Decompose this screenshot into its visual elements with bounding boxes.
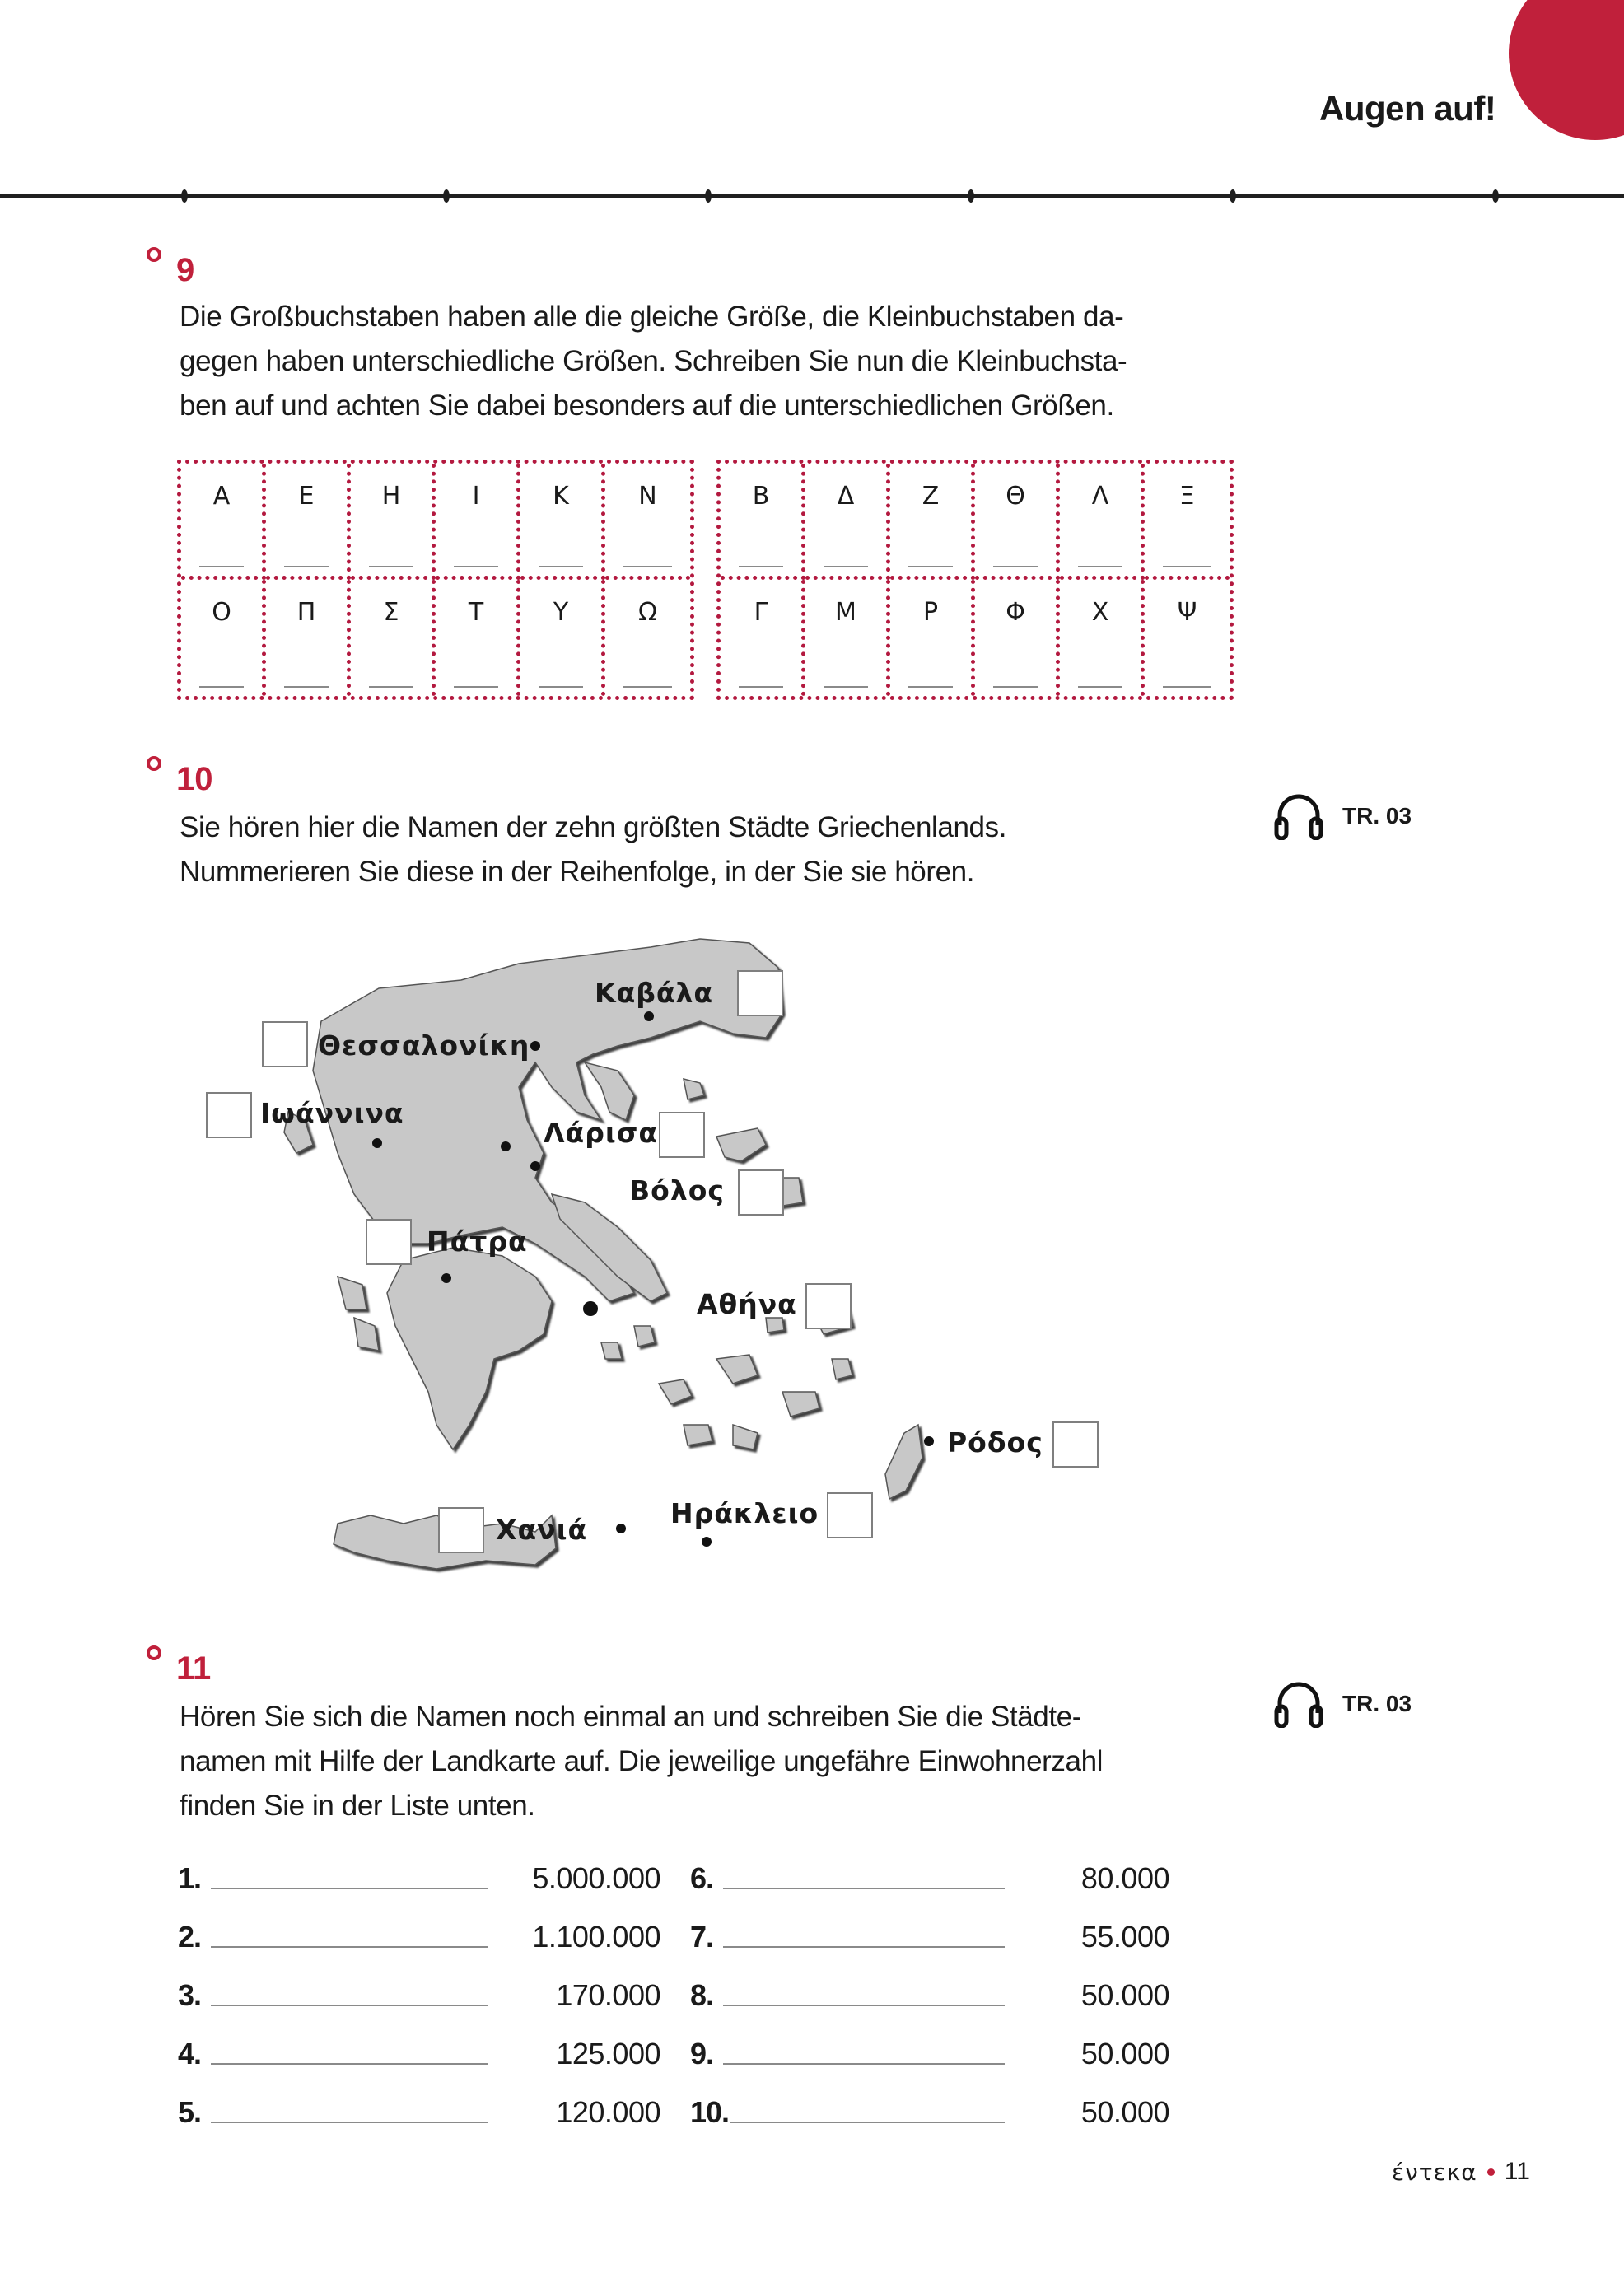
write-line[interactable] bbox=[539, 566, 583, 567]
letter-cell[interactable]: Υ bbox=[520, 580, 605, 696]
letter-cell[interactable]: Φ bbox=[975, 580, 1060, 696]
letter-cell[interactable]: Θ bbox=[975, 464, 1060, 580]
answer-row: 7. 55.000 bbox=[690, 1920, 1169, 1954]
write-line[interactable] bbox=[369, 566, 413, 567]
divider-dot bbox=[1492, 189, 1499, 203]
answer-row: 4. 125.000 bbox=[178, 2037, 660, 2070]
city-dot bbox=[372, 1138, 382, 1148]
divider-dot bbox=[443, 189, 450, 203]
city-number-box[interactable] bbox=[737, 970, 783, 1016]
letter-cell[interactable]: Μ bbox=[805, 580, 890, 696]
city-dot bbox=[702, 1537, 712, 1547]
city-label-larisa: Λάρισα bbox=[544, 1117, 659, 1149]
write-line[interactable] bbox=[993, 566, 1038, 567]
audio-track-badge[interactable] bbox=[1273, 792, 1412, 840]
answer-input-line[interactable] bbox=[723, 2063, 1005, 2065]
write-line[interactable] bbox=[369, 686, 413, 688]
write-line[interactable] bbox=[1163, 686, 1211, 688]
city-label-patra: Πάτρα bbox=[427, 1225, 528, 1258]
answer-row: 6. 80.000 bbox=[690, 1861, 1169, 1895]
letter-cell[interactable]: Ξ bbox=[1145, 464, 1230, 580]
page-number: 11 bbox=[1504, 2158, 1530, 2185]
divider-dot bbox=[1230, 189, 1236, 203]
letter-cell[interactable]: Χ bbox=[1060, 580, 1145, 696]
write-line[interactable] bbox=[623, 686, 672, 688]
answer-input-line[interactable] bbox=[723, 1888, 1005, 1889]
write-line[interactable] bbox=[623, 566, 672, 567]
write-line[interactable] bbox=[539, 686, 583, 688]
city-dot bbox=[501, 1141, 511, 1151]
city-number-box[interactable] bbox=[827, 1492, 873, 1538]
exercise-bullet-icon bbox=[147, 1645, 161, 1660]
write-line[interactable] bbox=[739, 566, 783, 567]
letter-cell[interactable]: Γ bbox=[721, 580, 805, 696]
write-line[interactable] bbox=[993, 686, 1038, 688]
answer-row: 3. 170.000 bbox=[178, 1978, 660, 2012]
city-dot bbox=[644, 1011, 654, 1021]
answer-input-line[interactable] bbox=[211, 1946, 488, 1948]
track-label: TR. 03 bbox=[1342, 803, 1412, 829]
city-label-thessaloniki: Θεσσαλονίκη bbox=[318, 1029, 530, 1062]
answer-row: 8. 50.000 bbox=[690, 1978, 1169, 2012]
letter-cell[interactable]: Π bbox=[266, 580, 351, 696]
write-line[interactable] bbox=[824, 686, 868, 688]
header-divider bbox=[0, 194, 1624, 198]
divider-dot bbox=[181, 189, 188, 203]
write-line[interactable] bbox=[908, 686, 953, 688]
city-number-box[interactable] bbox=[1052, 1421, 1099, 1468]
city-number-box[interactable] bbox=[659, 1112, 705, 1158]
write-line[interactable] bbox=[908, 566, 953, 567]
city-label-rodos: Ρόδος bbox=[947, 1426, 1043, 1459]
city-dot bbox=[616, 1524, 626, 1533]
track-label: TR. 03 bbox=[1342, 1691, 1412, 1716]
write-line[interactable] bbox=[284, 686, 329, 688]
divider-dot bbox=[968, 189, 974, 203]
city-label-volos: Βόλος bbox=[629, 1174, 725, 1207]
write-line[interactable] bbox=[824, 566, 868, 567]
exercise-bullet-icon bbox=[147, 756, 161, 771]
letter-cell[interactable]: Τ bbox=[436, 580, 520, 696]
exercise-11-instruction: Hören Sie sich die Namen noch einmal an und schreiben Sie die Städte- namen mit Hilfe der Landkarte auf. Die jeweilige ungefähre Einwohnerzahl finden Sie in der Liste unten. bbox=[180, 1701, 1104, 1822]
letter-cell[interactable]: Ψ bbox=[1145, 580, 1230, 696]
exercise-bullet-icon bbox=[147, 247, 161, 262]
city-label-kavala: Καβάλα bbox=[595, 977, 714, 1009]
exercise-number: 11 bbox=[176, 1650, 212, 1687]
letter-cell[interactable]: Η bbox=[351, 464, 436, 580]
answer-row: 1. 5.000.000 bbox=[178, 1861, 660, 1895]
city-number-box[interactable] bbox=[738, 1169, 784, 1216]
write-line[interactable] bbox=[454, 686, 498, 688]
letter-cell[interactable]: Ν bbox=[605, 464, 690, 580]
answer-row: 5. 120.000 bbox=[178, 2095, 660, 2129]
answer-input-line[interactable] bbox=[211, 1888, 488, 1889]
write-line[interactable] bbox=[284, 566, 329, 567]
headphones-icon bbox=[1273, 792, 1324, 840]
answer-input-line[interactable] bbox=[723, 2005, 1005, 2006]
answer-input-line[interactable] bbox=[730, 2122, 1005, 2123]
letter-grid-right bbox=[716, 460, 1234, 700]
city-label-chania: Χανιά bbox=[496, 1514, 588, 1546]
write-line[interactable] bbox=[1078, 566, 1122, 567]
audio-track-badge[interactable] bbox=[1273, 1680, 1412, 1728]
city-label-athina: Αθήνα bbox=[697, 1288, 797, 1320]
city-number-box[interactable] bbox=[366, 1219, 412, 1265]
letter-cell[interactable]: Κ bbox=[520, 464, 605, 580]
city-number-box[interactable] bbox=[805, 1283, 852, 1329]
city-dot bbox=[924, 1436, 934, 1446]
city-dot bbox=[530, 1041, 540, 1051]
exercise-number: 10 bbox=[176, 761, 213, 797]
city-dot-capital bbox=[583, 1301, 598, 1316]
city-label-irakleio: Ηράκλειο bbox=[670, 1497, 819, 1529]
letter-cell[interactable]: Σ bbox=[351, 580, 436, 696]
answer-row: 2. 1.100.000 bbox=[178, 1920, 660, 1954]
exercise-number: 9 bbox=[176, 252, 195, 288]
letter-cell[interactable]: Δ bbox=[805, 464, 890, 580]
letter-cell[interactable]: Ο bbox=[181, 580, 266, 696]
answer-row: 10. 50.000 bbox=[690, 2095, 1169, 2129]
letter-cell[interactable]: Ι bbox=[436, 464, 520, 580]
city-dot bbox=[530, 1161, 540, 1171]
exercise-10-instruction: Sie hören hier die Namen der zehn größten Städte Griechenlands. Nummerieren Sie diese in der Reihenfolge, in der Sie sie hören. bbox=[180, 811, 1007, 888]
letter-cell[interactable]: Ζ bbox=[890, 464, 975, 580]
letter-grid-left bbox=[177, 460, 694, 700]
letter-cell[interactable]: Λ bbox=[1060, 464, 1145, 580]
write-line[interactable] bbox=[199, 686, 244, 688]
page-footer bbox=[1392, 2158, 1530, 2186]
city-number-box[interactable] bbox=[206, 1092, 252, 1138]
answer-input-line[interactable] bbox=[211, 2122, 488, 2123]
page-title: Augen auf! bbox=[1319, 89, 1496, 128]
letter-cell[interactable]: Ρ bbox=[890, 580, 975, 696]
answer-input-line[interactable] bbox=[211, 2005, 488, 2006]
city-number-box[interactable] bbox=[438, 1507, 484, 1553]
write-line[interactable] bbox=[1163, 566, 1211, 567]
footer-dot-icon bbox=[1487, 2168, 1495, 2176]
letter-cell[interactable]: Β bbox=[721, 464, 805, 580]
write-line[interactable] bbox=[199, 566, 244, 567]
letter-cell[interactable]: Α bbox=[181, 464, 266, 580]
write-line[interactable] bbox=[454, 566, 498, 567]
page-number-word: έντεκα bbox=[1392, 2158, 1477, 2186]
city-label-ioannina: Ιωάννινα bbox=[260, 1097, 404, 1129]
greece-map bbox=[189, 931, 1128, 1614]
letter-cell[interactable]: Ω bbox=[605, 580, 690, 696]
answer-input-line[interactable] bbox=[211, 2063, 488, 2065]
answer-row: 9. 50.000 bbox=[690, 2037, 1169, 2070]
exercise-9-instruction: Die Großbuchstaben haben alle die gleiche Größe, die Kleinbuchstaben da- gegen haben unterschiedliche Größen. Schreiben Sie nun die Kleinbuchsta- ben auf und achten Sie dabei besonders auf die unterschiedlichen Größen. bbox=[180, 301, 1127, 422]
city-number-box[interactable] bbox=[262, 1021, 308, 1067]
write-line[interactable] bbox=[739, 686, 783, 688]
letter-cell[interactable]: Ε bbox=[266, 464, 351, 580]
answer-input-line[interactable] bbox=[723, 1946, 1005, 1948]
headphones-icon bbox=[1273, 1680, 1324, 1728]
city-dot bbox=[441, 1273, 451, 1283]
write-line[interactable] bbox=[1078, 686, 1122, 688]
header-accent-circle bbox=[1509, 0, 1624, 140]
divider-dot bbox=[705, 189, 712, 203]
